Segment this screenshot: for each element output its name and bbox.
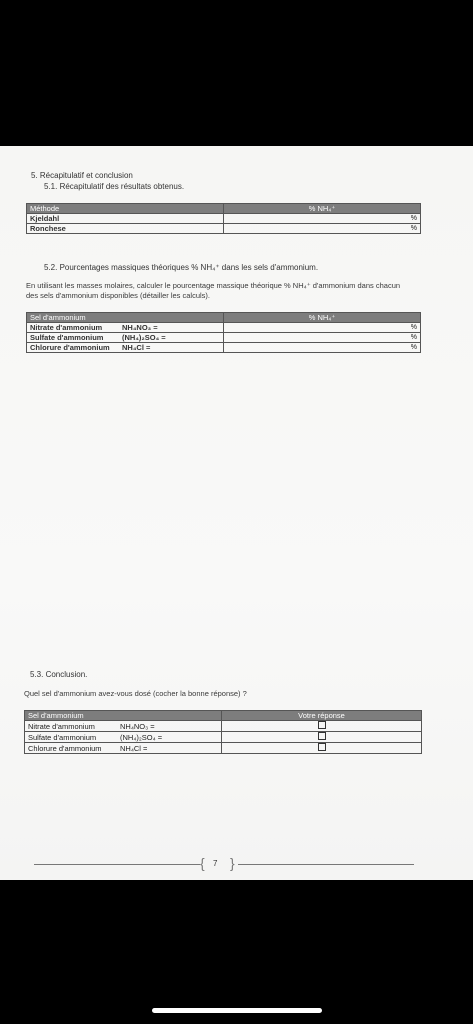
col-header-method: Méthode bbox=[27, 204, 224, 214]
answer-checkbox[interactable] bbox=[318, 732, 326, 740]
table-row bbox=[25, 732, 422, 743]
subsection-5-1: 5.1. Récapitulatif des résultats obtenus. bbox=[44, 182, 185, 191]
table-row bbox=[27, 224, 421, 234]
conclusion-table bbox=[24, 710, 422, 754]
instruction-line-2: des sels d'ammonium disponibles (détailler les calculs). bbox=[26, 291, 211, 300]
section-title: 5. Récapitulatif et conclusion bbox=[31, 171, 133, 180]
method-name: Kjeldahl bbox=[27, 214, 224, 224]
conclusion-question: Quel sel d'ammonium avez-vous dosé (cocher la bonne réponse) ? bbox=[24, 689, 247, 698]
table-row bbox=[25, 743, 422, 754]
col-header-answer: Votre réponse bbox=[222, 711, 422, 721]
table-row bbox=[27, 323, 421, 333]
instruction-line-1: En utilisant les masses molaires, calculer le pourcentage massique théorique % NH₄⁺ d'ammonium dans chacun bbox=[26, 281, 401, 290]
pct-cell[interactable]: % bbox=[224, 333, 421, 343]
table-row bbox=[27, 343, 421, 353]
col-header-nh4: % NH₄⁺ bbox=[224, 313, 421, 323]
salt-name: Sulfate d'ammonium bbox=[30, 333, 104, 342]
salt-formula: NH₄NO₃ = bbox=[120, 721, 155, 731]
footer-bracket-right: } bbox=[230, 855, 235, 871]
salt-formula: (NH₄)₂SO₄ = bbox=[122, 333, 166, 342]
subsection-5-2: 5.2. Pourcentages massiques théoriques % NH₄⁺ dans les sels d'ammonium. bbox=[44, 263, 319, 272]
home-indicator[interactable] bbox=[152, 1008, 322, 1013]
table-row bbox=[27, 333, 421, 343]
table-row bbox=[25, 721, 422, 732]
pct-cell[interactable]: % bbox=[224, 214, 421, 224]
footer-rule-left bbox=[34, 864, 200, 865]
salt-name: Chlorure d'ammonium bbox=[28, 743, 102, 753]
salt-name: Nitrate d'ammonium bbox=[28, 721, 95, 731]
pct-cell[interactable]: % bbox=[224, 224, 421, 234]
salt-name: Chlorure d'ammonium bbox=[30, 343, 110, 352]
salt-formula: NH₄NO₃ = bbox=[122, 323, 158, 332]
salt-formula: NH₄Cl = bbox=[120, 743, 148, 753]
col-header-salt: Sel d'ammonium bbox=[27, 313, 224, 323]
pct-cell[interactable]: % bbox=[224, 343, 421, 353]
theoretical-percent-table bbox=[26, 312, 421, 353]
page-number: 7 bbox=[213, 859, 218, 868]
subsection-5-3: 5.3. Conclusion. bbox=[30, 670, 88, 679]
col-header-salt: Sel d'ammonium bbox=[25, 711, 222, 721]
col-header-nh4: % NH₄⁺ bbox=[224, 204, 421, 214]
footer-bracket-left: { bbox=[200, 855, 205, 871]
table-row bbox=[27, 214, 421, 224]
salt-formula: NH₄Cl = bbox=[122, 343, 151, 352]
answer-checkbox[interactable] bbox=[318, 743, 326, 751]
salt-name: Sulfate d'ammonium bbox=[28, 732, 97, 742]
document-page bbox=[0, 146, 473, 880]
answer-checkbox[interactable] bbox=[318, 721, 326, 729]
salt-name: Nitrate d'ammonium bbox=[30, 323, 103, 332]
footer-rule-right bbox=[238, 864, 414, 865]
results-summary-table bbox=[26, 203, 421, 234]
pct-cell[interactable]: % bbox=[224, 323, 421, 333]
salt-formula: (NH₄)₂SO₄ = bbox=[120, 732, 163, 742]
method-name: Ronchese bbox=[27, 224, 224, 234]
